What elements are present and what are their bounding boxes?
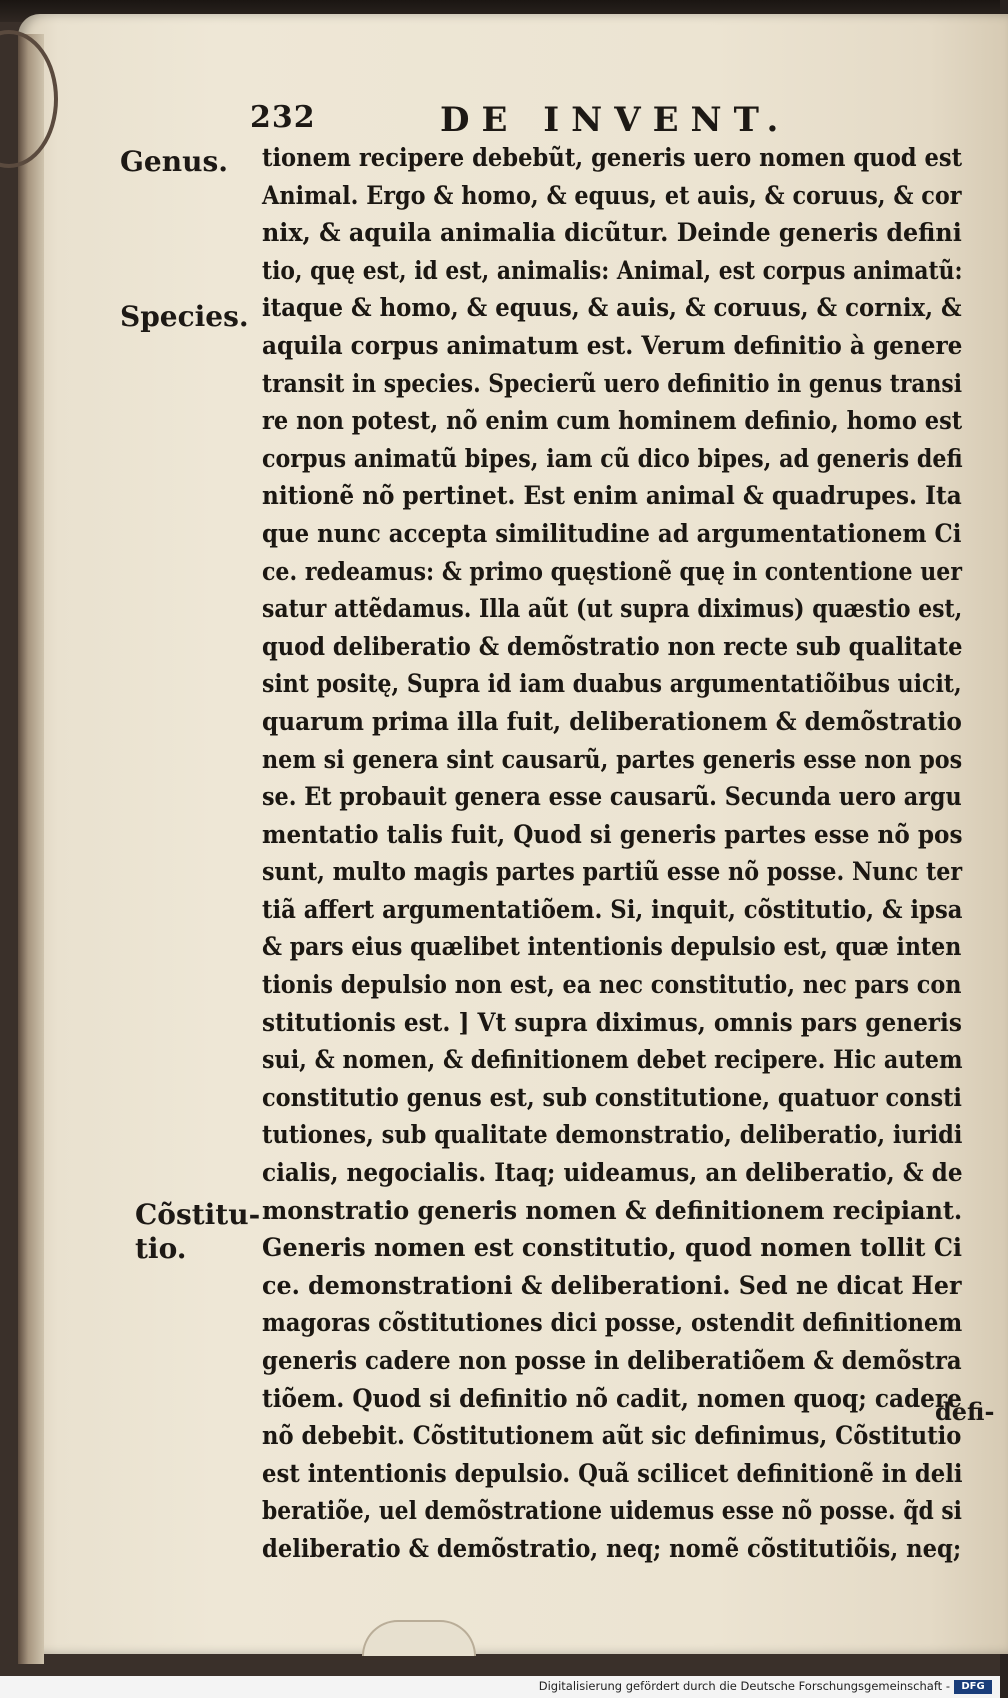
- text-line: tiã affert argumentatiõem. Si, inquit, cõstitutio, & ipsa: [262, 894, 963, 925]
- margin-note-genus: Genus.: [120, 145, 228, 178]
- margin-note-constitutio-1: Cõstitu-: [135, 1198, 261, 1231]
- text-line: nix, & aquila animalia dicũtur. Deinde generis defini: [262, 218, 962, 249]
- page-bottom-notch: [362, 1620, 476, 1656]
- text-line: sunt, multo magis partes partiũ esse nõ posse. Nunc ter: [262, 857, 963, 888]
- text-line: sint positę, Supra id iam duabus argumentatiõibus uicit,: [262, 669, 962, 700]
- text-line: mentatio talis fuit, Quod si generis partes esse nõ pos: [262, 819, 963, 850]
- text-line: Animal. Ergo & homo, & equus, et auis, & coruus, & cor: [262, 180, 962, 211]
- text-line: cialis, negocialis. Itaq; uideamus, an deliberatio, & de: [262, 1158, 963, 1189]
- text-line: nõ debebit. Cõstitutionem aũt sic definimus, Cõstitutio: [262, 1421, 962, 1452]
- text-line: transit in species. Specierũ uero definitio in genus transi: [262, 368, 963, 399]
- text-line: ce. demonstrationi & deliberationi. Sed ne dicat Her: [262, 1270, 962, 1301]
- text-line: ce. redeamus: & primo quęstionẽ quę in contentione uer: [262, 556, 962, 587]
- footer-bar: [0, 1676, 1000, 1698]
- text-line: monstratio generis nomen & definitionem recipiant.: [262, 1195, 963, 1226]
- margin-note-species: Species.: [120, 300, 249, 333]
- text-line: nem si genera sint causarũ, partes generis esse non pos: [262, 744, 963, 775]
- running-head: DE INVENT.: [440, 100, 791, 140]
- text-line: aquila corpus animatum est. Verum definitio à genere: [262, 330, 963, 361]
- text-line: magoras cõstitutiones dici posse, ostendit definitionem: [262, 1308, 963, 1339]
- text-line: nitionẽ nõ pertinet. Est enim animal & quadrupes. Ita: [262, 481, 962, 512]
- text-line: generis cadere non posse in deliberatiõem & demõstra: [262, 1346, 962, 1376]
- text-line: beratiõe, uel demõstratione uidemus esse nõ posse. q̃d si: [262, 1496, 962, 1527]
- text-line: corpus animatũ bipes, iam cũ dico bipes, ad generis defi: [262, 443, 963, 474]
- page-gutter-edge: [18, 34, 44, 1664]
- text-line: quarum prima illa fuit, deliberationem & demõstratio: [262, 706, 962, 737]
- text-line: sui, & nomen, & definitionem debet recipere. Hic autem: [262, 1045, 963, 1076]
- text-line: se. Et probauit genera esse causarũ. Secunda uero argu: [262, 782, 962, 813]
- text-line: tionem recipere debebũt, generis uero nomen quod est: [262, 143, 963, 173]
- body-text: [262, 140, 982, 1569]
- catchword: defi-: [935, 1397, 995, 1426]
- text-line: re non potest, nõ enim cum hominem definio, homo est: [262, 406, 963, 437]
- text-line: satur attẽdamus. Illa aũt (ut supra diximus) quæstio est,: [262, 594, 963, 625]
- text-line: constitutio genus est, sub constitutione, quatuor consti: [262, 1082, 962, 1113]
- text-line: tio, quę est, id est, animalis: Animal, est corpus animatũ:: [262, 255, 963, 286]
- text-line: quod deliberatio & demõstratio non recte sub qualitate: [262, 631, 963, 662]
- page-number: 232: [250, 100, 316, 135]
- text-line: tiõem. Quod si definitio nõ cadit, nomen quoq; cadere: [262, 1383, 962, 1414]
- dfg-logo: DFG: [954, 1680, 992, 1694]
- margin-note-constitutio-2: tio.: [135, 1232, 187, 1265]
- text-line: que nunc accepta similitudine ad argumentationem Ci: [262, 518, 962, 549]
- text-line: tionis depulsio non est, ea nec constitutio, nec pars con: [262, 970, 962, 1001]
- text-line: est intentionis depulsio. Quã scilicet definitionẽ in deli: [262, 1458, 963, 1489]
- footer-credit: Digitalisierung gefördert durch die Deutsche Forschungsgemeinschaft -: [538, 1679, 950, 1693]
- text-line: itaque & homo, & equus, & auis, & coruus, & cornix, &: [262, 293, 962, 324]
- text-line: Generis nomen est constitutio, quod nomen tollit Ci: [262, 1233, 963, 1264]
- text-line: stitutionis est. ] Vt supra diximus, omnis pars generis: [262, 1007, 962, 1038]
- text-line: tutiones, sub qualitate demonstratio, deliberatio, iuridi: [262, 1120, 963, 1151]
- text-line: & pars eius quælibet intentionis depulsio est, quæ inten: [262, 932, 962, 963]
- text-line: deliberatio & demõstratio, neq; nomẽ cõstitutiõis, neq;: [262, 1533, 962, 1564]
